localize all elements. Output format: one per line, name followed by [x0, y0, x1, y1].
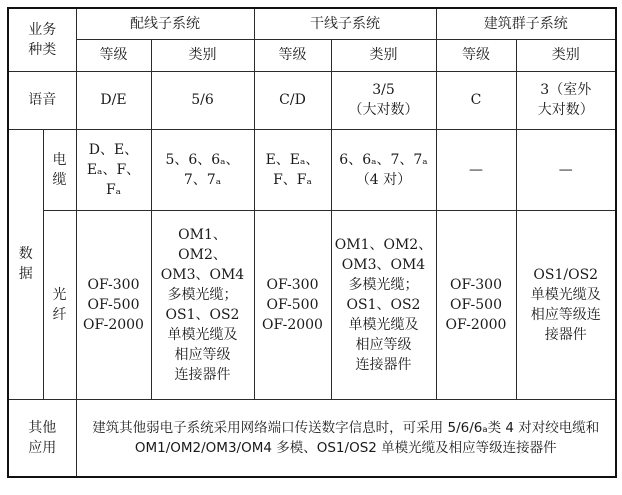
fiber-horizontal-class: OM1、OM2、 OM3、OM4 多模光缆； OS1、OS2 单模光缆及 相应等级 连接器件 [151, 210, 254, 399]
header-row-2 [8, 39, 616, 71]
voice-campus-class: 3（室外 大对数） [516, 71, 616, 129]
header-row-1 [8, 8, 616, 39]
fiber-backbone-class: OM1、OM2、 OM3、OM4 多模光缆； OS1、OS2 单模光缆及 相应等级 连接器件 [331, 210, 436, 399]
voice-label: 语音 [8, 71, 76, 129]
voice-row [8, 71, 616, 129]
voice-campus-level: C [436, 71, 516, 129]
sub-class-backbone: 类别 [331, 39, 436, 71]
data-fiber-row [8, 210, 616, 399]
data-cable-row [8, 129, 616, 210]
group-backbone: 干线子系统 [254, 8, 436, 39]
cable-horizontal-level: D、E、 Eₐ、F、 Fₐ [76, 129, 151, 210]
sub-level-campus: 等级 [436, 39, 516, 71]
corner-header: 业务 种类 [8, 8, 76, 71]
group-campus: 建筑群子系统 [436, 8, 616, 39]
fiber-horizontal-level: OF-300 OF-500 OF-2000 [76, 210, 151, 399]
cabling-spec-table [7, 7, 617, 478]
other-note: 建筑其他弱电子系统采用网络端口传送数字信息时，可采用 5/6/6ₐ类 4 对对绞电缆和 OM1/OM2/OM3/OM4 多模、OS1/OS2 单模光缆及相应等级连接器件 [76, 399, 616, 477]
cable-label: 电 缆 [43, 129, 76, 210]
sub-level-horizontal: 等级 [76, 39, 151, 71]
sub-class-campus: 类别 [516, 39, 616, 71]
sub-class-horizontal: 类别 [151, 39, 254, 71]
fiber-campus-level: OF-300 OF-500 OF-2000 [436, 210, 516, 399]
cable-backbone-level: E、Eₐ、 F、Fₐ [254, 129, 331, 210]
data-label: 数 据 [8, 129, 43, 399]
sub-level-backbone: 等级 [254, 39, 331, 71]
other-label: 其他 应用 [8, 399, 76, 477]
cable-campus-class: — [516, 129, 616, 210]
cable-horizontal-class: 5、6、6ₐ、 7、7ₐ [151, 129, 254, 210]
voice-horizontal-level: D/E [76, 71, 151, 129]
voice-backbone-level: C/D [254, 71, 331, 129]
cable-campus-level: — [436, 129, 516, 210]
voice-backbone-class: 3/5 （大对数） [331, 71, 436, 129]
fiber-campus-class: OS1/OS2 单模光缆及 相应等级连 接器件 [516, 210, 616, 399]
cable-backbone-class: 6、6ₐ、7、7ₐ （4 对） [331, 129, 436, 210]
group-horizontal: 配线子系统 [76, 8, 254, 39]
table-container [7, 7, 617, 478]
voice-horizontal-class: 5/6 [151, 71, 254, 129]
fiber-label: 光 纤 [43, 210, 76, 399]
other-row [8, 399, 616, 477]
fiber-backbone-level: OF-300 OF-500 OF-2000 [254, 210, 331, 399]
